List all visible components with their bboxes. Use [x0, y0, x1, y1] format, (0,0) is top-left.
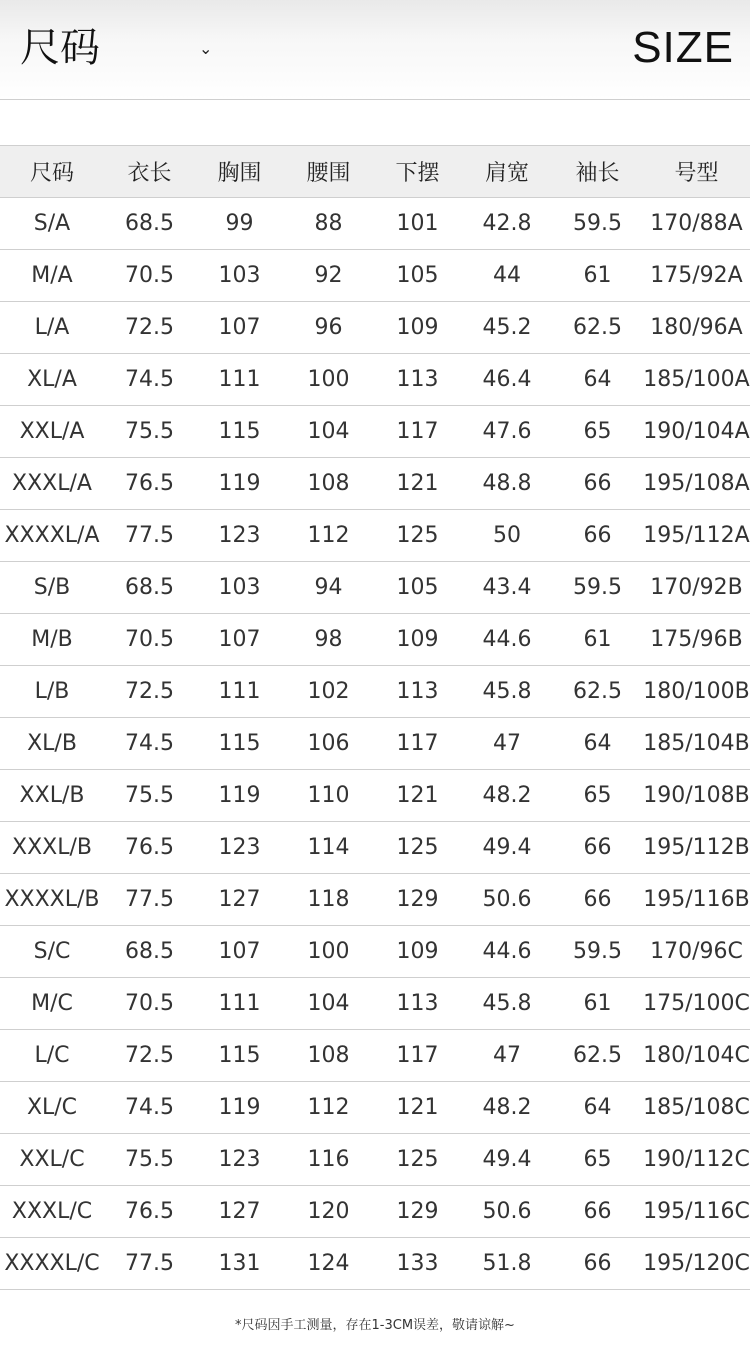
table-cell: 70.5 — [104, 614, 195, 666]
table-cell: 121 — [373, 458, 462, 510]
table-cell: 68.5 — [104, 198, 195, 250]
column-header: 袖长 — [552, 146, 643, 198]
table-cell: 76.5 — [104, 458, 195, 510]
table-cell: 118 — [284, 874, 373, 926]
table-cell: 190/104A — [643, 406, 750, 458]
chevron-down-icon[interactable]: ⌄ — [199, 39, 213, 58]
table-cell: 64 — [552, 1082, 643, 1134]
table-row — [0, 1082, 750, 1134]
table-cell: 109 — [373, 614, 462, 666]
column-header: 下摆 — [373, 146, 462, 198]
table-cell: 112 — [284, 510, 373, 562]
table-cell: 76.5 — [104, 1186, 195, 1238]
table-cell: 75.5 — [104, 770, 195, 822]
table-cell: 47.6 — [462, 406, 552, 458]
table-cell: 108 — [284, 458, 373, 510]
table-cell: 121 — [373, 1082, 462, 1134]
table-cell: 195/112A — [643, 510, 750, 562]
table-cell: 65 — [552, 770, 643, 822]
table-cell: 76.5 — [104, 822, 195, 874]
table-cell: 100 — [284, 926, 373, 978]
table-cell: 119 — [195, 458, 284, 510]
table-cell: 115 — [195, 1030, 284, 1082]
table-row — [0, 1238, 750, 1290]
table-cell: 66 — [552, 510, 643, 562]
table-cell: XXXL/B — [0, 822, 104, 874]
table-cell: XXL/C — [0, 1134, 104, 1186]
table-cell: 50 — [462, 510, 552, 562]
table-cell: 45.8 — [462, 666, 552, 718]
table-cell: 62.5 — [552, 1030, 643, 1082]
table-cell: XL/C — [0, 1082, 104, 1134]
table-cell: M/B — [0, 614, 104, 666]
table-cell: 108 — [284, 1030, 373, 1082]
size-table — [0, 145, 750, 1290]
table-cell: 101 — [373, 198, 462, 250]
table-cell: 111 — [195, 666, 284, 718]
column-header: 尺码 — [0, 146, 104, 198]
table-cell: L/C — [0, 1030, 104, 1082]
column-header: 胸围 — [195, 146, 284, 198]
table-cell: 61 — [552, 978, 643, 1030]
table-cell: 65 — [552, 1134, 643, 1186]
table-cell: 61 — [552, 250, 643, 302]
page-header — [0, 0, 750, 100]
page-title: 尺码 — [20, 25, 100, 71]
table-cell: S/B — [0, 562, 104, 614]
table-cell: 98 — [284, 614, 373, 666]
column-header: 号型 — [643, 146, 750, 198]
table-cell: 45.8 — [462, 978, 552, 1030]
table-row — [0, 770, 750, 822]
table-cell: 116 — [284, 1134, 373, 1186]
table-cell: 109 — [373, 302, 462, 354]
table-row — [0, 1186, 750, 1238]
table-cell: S/A — [0, 198, 104, 250]
table-cell: 74.5 — [104, 1082, 195, 1134]
table-cell: 92 — [284, 250, 373, 302]
table-cell: 107 — [195, 926, 284, 978]
table-cell: 125 — [373, 1134, 462, 1186]
table-cell: XL/A — [0, 354, 104, 406]
table-cell: XL/B — [0, 718, 104, 770]
table-cell: 107 — [195, 302, 284, 354]
table-cell: 66 — [552, 1186, 643, 1238]
table-cell: 99 — [195, 198, 284, 250]
table-cell: 72.5 — [104, 302, 195, 354]
table-row — [0, 302, 750, 354]
table-cell: 195/112B — [643, 822, 750, 874]
table-row — [0, 458, 750, 510]
table-cell: 62.5 — [552, 666, 643, 718]
table-cell: XXXXL/B — [0, 874, 104, 926]
table-cell: 96 — [284, 302, 373, 354]
table-cell: 104 — [284, 978, 373, 1030]
table-cell: 107 — [195, 614, 284, 666]
table-cell: 43.4 — [462, 562, 552, 614]
table-cell: XXXL/C — [0, 1186, 104, 1238]
table-cell: 68.5 — [104, 926, 195, 978]
table-row — [0, 1134, 750, 1186]
table-cell: 59.5 — [552, 562, 643, 614]
table-cell: 113 — [373, 978, 462, 1030]
table-cell: 170/88A — [643, 198, 750, 250]
table-row — [0, 614, 750, 666]
table-cell: 170/92B — [643, 562, 750, 614]
table-cell: 47 — [462, 718, 552, 770]
table-cell: 100 — [284, 354, 373, 406]
table-cell: 65 — [552, 406, 643, 458]
table-cell: 111 — [195, 978, 284, 1030]
table-cell: 75.5 — [104, 1134, 195, 1186]
table-cell: 102 — [284, 666, 373, 718]
table-cell: L/B — [0, 666, 104, 718]
table-cell: 111 — [195, 354, 284, 406]
table-cell: 195/116C — [643, 1186, 750, 1238]
table-row — [0, 978, 750, 1030]
table-cell: 125 — [373, 822, 462, 874]
table-cell: 117 — [373, 718, 462, 770]
table-cell: 105 — [373, 562, 462, 614]
table-cell: 127 — [195, 1186, 284, 1238]
table-cell: 61 — [552, 614, 643, 666]
table-cell: 50.6 — [462, 874, 552, 926]
table-cell: 117 — [373, 406, 462, 458]
measurement-note: *尺码因手工测量，存在1-3CM误差，敬请谅解~ — [235, 1318, 515, 1333]
table-cell: 62.5 — [552, 302, 643, 354]
table-cell: 120 — [284, 1186, 373, 1238]
table-cell: 124 — [284, 1238, 373, 1290]
table-cell: XXXXL/A — [0, 510, 104, 562]
table-cell: XXL/A — [0, 406, 104, 458]
table-cell: 190/108B — [643, 770, 750, 822]
table-cell: 51.8 — [462, 1238, 552, 1290]
table-cell: 133 — [373, 1238, 462, 1290]
table-cell: 115 — [195, 718, 284, 770]
table-cell: 119 — [195, 1082, 284, 1134]
table-cell: 110 — [284, 770, 373, 822]
table-cell: 66 — [552, 822, 643, 874]
table-body — [0, 198, 750, 1290]
table-cell: 42.8 — [462, 198, 552, 250]
table-cell: 185/100A — [643, 354, 750, 406]
table-cell: 185/108C — [643, 1082, 750, 1134]
table-cell: 70.5 — [104, 978, 195, 1030]
table-cell: 113 — [373, 666, 462, 718]
table-row — [0, 874, 750, 926]
table-cell: 46.4 — [462, 354, 552, 406]
table-cell: 125 — [373, 510, 462, 562]
table-cell: 195/120C — [643, 1238, 750, 1290]
table-cell: 44.6 — [462, 614, 552, 666]
table-cell: 195/108A — [643, 458, 750, 510]
table-cell: 103 — [195, 250, 284, 302]
table-cell: 115 — [195, 406, 284, 458]
column-header: 腰围 — [284, 146, 373, 198]
table-row — [0, 562, 750, 614]
table-cell: 77.5 — [104, 510, 195, 562]
table-cell: 59.5 — [552, 198, 643, 250]
table-cell: 70.5 — [104, 250, 195, 302]
table-cell: 185/104B — [643, 718, 750, 770]
table-row — [0, 510, 750, 562]
table-cell: 66 — [552, 1238, 643, 1290]
table-row — [0, 718, 750, 770]
table-cell: S/C — [0, 926, 104, 978]
table-cell: 49.4 — [462, 1134, 552, 1186]
table-cell: 109 — [373, 926, 462, 978]
table-cell: 180/96A — [643, 302, 750, 354]
table-cell: 48.2 — [462, 1082, 552, 1134]
table-cell: 106 — [284, 718, 373, 770]
table-row — [0, 250, 750, 302]
table-cell: 190/112C — [643, 1134, 750, 1186]
table-cell: 45.2 — [462, 302, 552, 354]
table-cell: 88 — [284, 198, 373, 250]
table-cell: 94 — [284, 562, 373, 614]
table-cell: 195/116B — [643, 874, 750, 926]
table-cell: 180/104C — [643, 1030, 750, 1082]
table-cell: M/A — [0, 250, 104, 302]
table-row — [0, 198, 750, 250]
table-cell: XXXXL/C — [0, 1238, 104, 1290]
table-header-row — [0, 146, 750, 198]
table-cell: 47 — [462, 1030, 552, 1082]
table-cell: M/C — [0, 978, 104, 1030]
table-cell: 49.4 — [462, 822, 552, 874]
table-row — [0, 822, 750, 874]
table-row — [0, 1030, 750, 1082]
table-cell: 64 — [552, 718, 643, 770]
table-cell: 180/100B — [643, 666, 750, 718]
table-cell: 48.2 — [462, 770, 552, 822]
table-cell: 77.5 — [104, 874, 195, 926]
table-cell: 123 — [195, 822, 284, 874]
table-cell: 105 — [373, 250, 462, 302]
table-cell: 72.5 — [104, 1030, 195, 1082]
table-row — [0, 926, 750, 978]
table-cell: 64 — [552, 354, 643, 406]
table-cell: 114 — [284, 822, 373, 874]
table-cell: 113 — [373, 354, 462, 406]
table-cell: 123 — [195, 510, 284, 562]
table-cell: 123 — [195, 1134, 284, 1186]
table-cell: 103 — [195, 562, 284, 614]
table-cell: 66 — [552, 458, 643, 510]
table-cell: 131 — [195, 1238, 284, 1290]
table-cell: 170/96C — [643, 926, 750, 978]
table-cell: XXL/B — [0, 770, 104, 822]
table-cell: 117 — [373, 1030, 462, 1082]
table-cell: 175/92A — [643, 250, 750, 302]
column-header: 肩宽 — [462, 146, 552, 198]
table-cell: 44.6 — [462, 926, 552, 978]
table-cell: 112 — [284, 1082, 373, 1134]
table-cell: 44 — [462, 250, 552, 302]
table-cell: 121 — [373, 770, 462, 822]
table-cell: 75.5 — [104, 406, 195, 458]
table-cell: 68.5 — [104, 562, 195, 614]
page-title-en: SIZE — [632, 23, 734, 72]
column-header: 衣长 — [104, 146, 195, 198]
table-row — [0, 354, 750, 406]
table-cell: L/A — [0, 302, 104, 354]
table-cell: XXXL/A — [0, 458, 104, 510]
table-row — [0, 406, 750, 458]
table-cell: 104 — [284, 406, 373, 458]
table-cell: 175/96B — [643, 614, 750, 666]
table-cell: 74.5 — [104, 718, 195, 770]
table-cell: 127 — [195, 874, 284, 926]
table-cell: 77.5 — [104, 1238, 195, 1290]
table-cell: 129 — [373, 1186, 462, 1238]
table-cell: 50.6 — [462, 1186, 552, 1238]
table-row — [0, 666, 750, 718]
table-cell: 59.5 — [552, 926, 643, 978]
table-cell: 66 — [552, 874, 643, 926]
table-cell: 48.8 — [462, 458, 552, 510]
table-cell: 74.5 — [104, 354, 195, 406]
table-cell: 119 — [195, 770, 284, 822]
table-cell: 175/100C — [643, 978, 750, 1030]
table-cell: 129 — [373, 874, 462, 926]
table-cell: 72.5 — [104, 666, 195, 718]
